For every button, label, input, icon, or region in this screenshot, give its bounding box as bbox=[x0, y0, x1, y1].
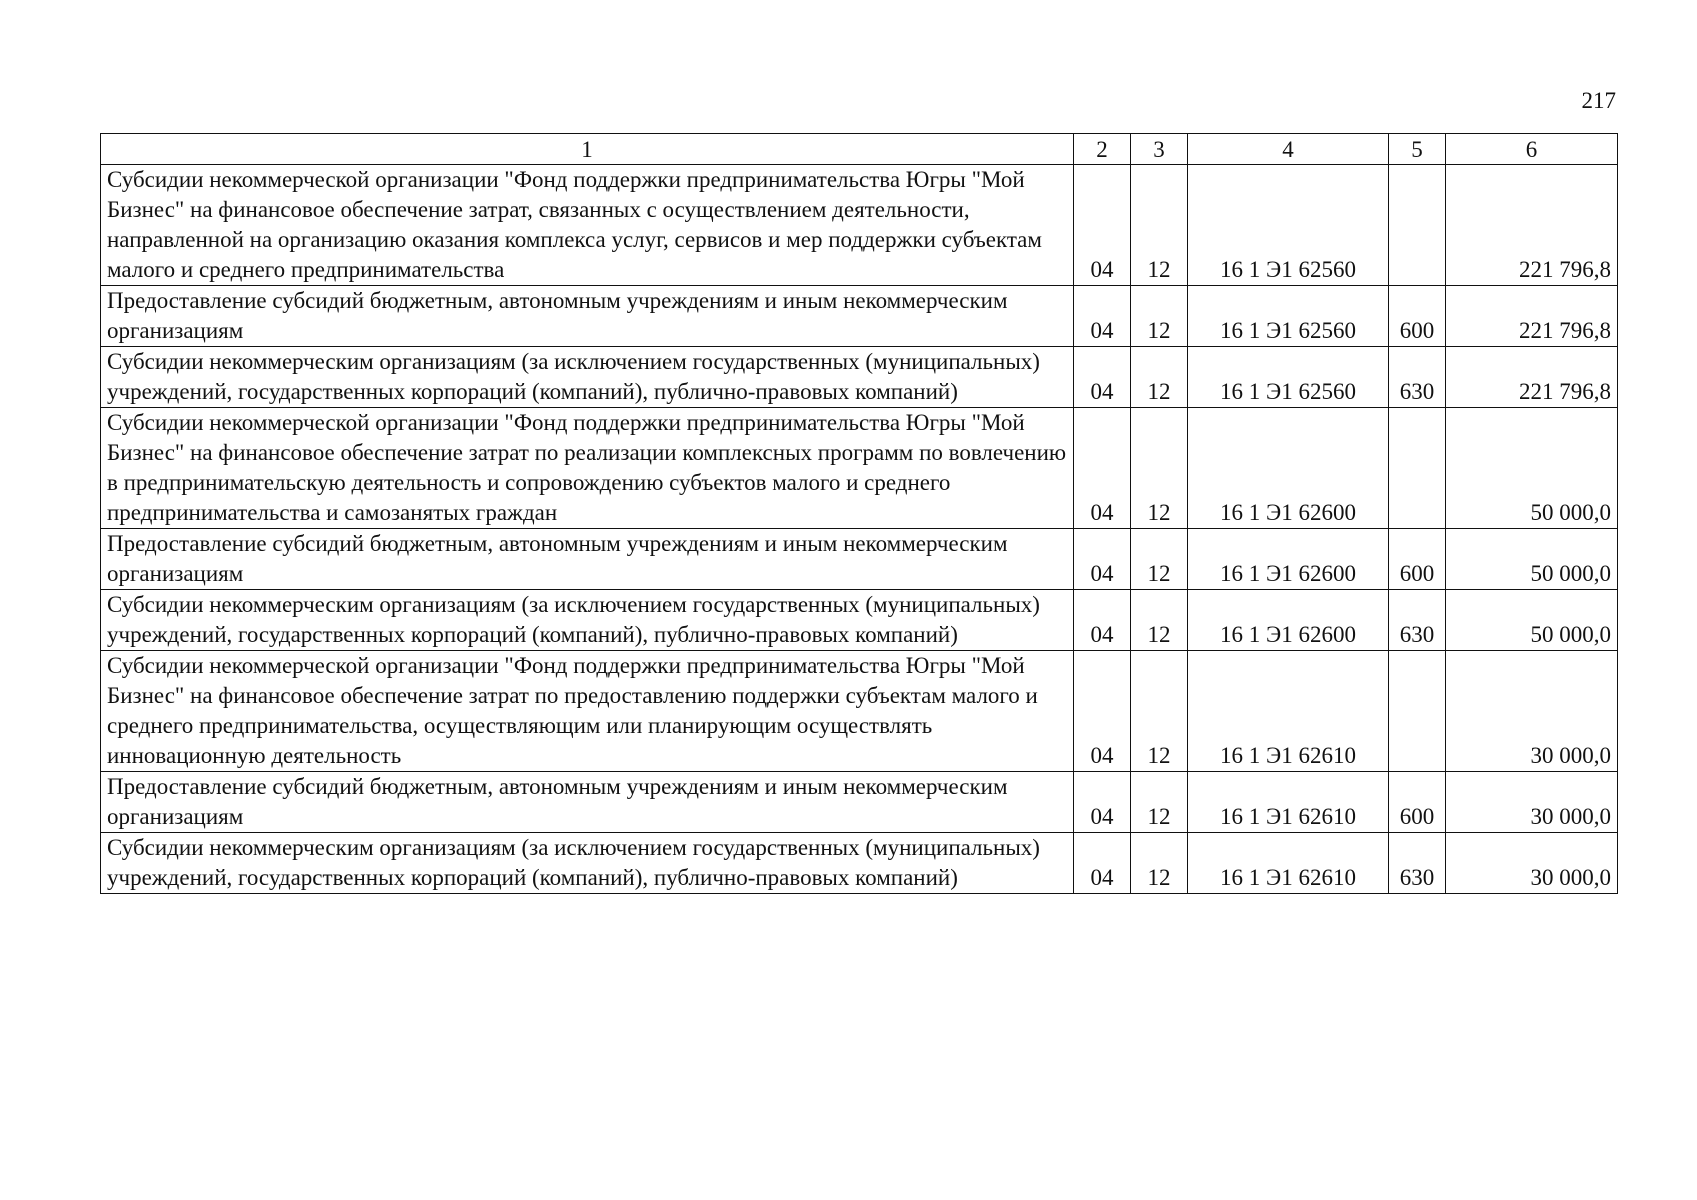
cell-type: 600 bbox=[1389, 529, 1446, 590]
cell-name: Предоставление субсидий бюджетным, автономным учреждениям и иным некоммерческим организациям bbox=[101, 772, 1074, 833]
cell-subsection: 12 bbox=[1131, 651, 1188, 772]
table-row bbox=[101, 347, 1618, 408]
cell-section: 04 bbox=[1074, 529, 1131, 590]
cell-amount: 221 796,8 bbox=[1446, 165, 1618, 286]
cell-amount: 30 000,0 bbox=[1446, 833, 1618, 894]
cell-name: Субсидии некоммерческой организации "Фонд поддержки предпринимательства Югры "Мой Бизнес" на финансовое обеспечение затрат, связанных с осуществлением деятельности, направленной на организацию оказания комплекса услуг, сервисов и мер поддержки субъектам малого и среднего предпринимательства bbox=[101, 165, 1074, 286]
budget-table bbox=[100, 133, 1618, 894]
cell-target: 16 1 Э1 62560 bbox=[1188, 347, 1389, 408]
column-header-type: 5 bbox=[1389, 134, 1446, 165]
column-header-section: 2 bbox=[1074, 134, 1131, 165]
cell-type bbox=[1389, 408, 1446, 529]
column-header-target: 4 bbox=[1188, 134, 1389, 165]
cell-target: 16 1 Э1 62610 bbox=[1188, 772, 1389, 833]
cell-name: Субсидии некоммерческой организации "Фонд поддержки предпринимательства Югры "Мой Бизнес" на финансовое обеспечение затрат по предоставлению поддержки субъектам малого и среднего предпринимательства, осуществляющим или планирующим осуществлять инновационную деятельность bbox=[101, 651, 1074, 772]
cell-subsection: 12 bbox=[1131, 772, 1188, 833]
cell-section: 04 bbox=[1074, 590, 1131, 651]
cell-name: Предоставление субсидий бюджетным, автономным учреждениям и иным некоммерческим организациям bbox=[101, 286, 1074, 347]
cell-name: Субсидии некоммерческим организациям (за исключением государственных (муниципальных) учреждений, государственных корпораций (компаний), публично-правовых компаний) bbox=[101, 590, 1074, 651]
cell-section: 04 bbox=[1074, 651, 1131, 772]
table-row bbox=[101, 772, 1618, 833]
table-header-row bbox=[101, 134, 1618, 165]
cell-amount: 30 000,0 bbox=[1446, 772, 1618, 833]
cell-target: 16 1 Э1 62610 bbox=[1188, 833, 1389, 894]
cell-subsection: 12 bbox=[1131, 347, 1188, 408]
cell-target: 16 1 Э1 62600 bbox=[1188, 529, 1389, 590]
cell-target: 16 1 Э1 62600 bbox=[1188, 590, 1389, 651]
page-number: 217 bbox=[1581, 88, 1616, 113]
table-row bbox=[101, 408, 1618, 529]
cell-subsection: 12 bbox=[1131, 165, 1188, 286]
cell-subsection: 12 bbox=[1131, 833, 1188, 894]
table-row bbox=[101, 286, 1618, 347]
cell-target: 16 1 Э1 62560 bbox=[1188, 165, 1389, 286]
table-row bbox=[101, 165, 1618, 286]
cell-section: 04 bbox=[1074, 165, 1131, 286]
cell-amount: 50 000,0 bbox=[1446, 408, 1618, 529]
cell-type: 630 bbox=[1389, 590, 1446, 651]
cell-type: 630 bbox=[1389, 833, 1446, 894]
cell-amount: 221 796,8 bbox=[1446, 286, 1618, 347]
cell-type: 600 bbox=[1389, 772, 1446, 833]
cell-subsection: 12 bbox=[1131, 408, 1188, 529]
cell-section: 04 bbox=[1074, 408, 1131, 529]
cell-name: Предоставление субсидий бюджетным, автономным учреждениям и иным некоммерческим организациям bbox=[101, 529, 1074, 590]
cell-target: 16 1 Э1 62600 bbox=[1188, 408, 1389, 529]
cell-target: 16 1 Э1 62610 bbox=[1188, 651, 1389, 772]
cell-target: 16 1 Э1 62560 bbox=[1188, 286, 1389, 347]
table-row bbox=[101, 529, 1618, 590]
cell-type: 630 bbox=[1389, 347, 1446, 408]
cell-type: 600 bbox=[1389, 286, 1446, 347]
cell-type bbox=[1389, 165, 1446, 286]
cell-subsection: 12 bbox=[1131, 286, 1188, 347]
table-row bbox=[101, 833, 1618, 894]
cell-name: Субсидии некоммерческой организации "Фонд поддержки предпринимательства Югры "Мой Бизнес" на финансовое обеспечение затрат по реализации комплексных программ по вовлечению в предпринимательскую деятельность и сопровождению субъектов малого и среднего предпринимательства и самозанятых граждан bbox=[101, 408, 1074, 529]
column-header-name: 1 bbox=[101, 134, 1074, 165]
cell-amount: 50 000,0 bbox=[1446, 590, 1618, 651]
cell-section: 04 bbox=[1074, 347, 1131, 408]
cell-name: Субсидии некоммерческим организациям (за исключением государственных (муниципальных) учреждений, государственных корпораций (компаний), публично-правовых компаний) bbox=[101, 833, 1074, 894]
cell-section: 04 bbox=[1074, 833, 1131, 894]
column-header-amount: 6 bbox=[1446, 134, 1618, 165]
cell-name: Субсидии некоммерческим организациям (за исключением государственных (муниципальных) учреждений, государственных корпораций (компаний), публично-правовых компаний) bbox=[101, 347, 1074, 408]
cell-subsection: 12 bbox=[1131, 529, 1188, 590]
cell-section: 04 bbox=[1074, 286, 1131, 347]
cell-type bbox=[1389, 651, 1446, 772]
cell-amount: 221 796,8 bbox=[1446, 347, 1618, 408]
table-row bbox=[101, 590, 1618, 651]
cell-amount: 30 000,0 bbox=[1446, 651, 1618, 772]
cell-amount: 50 000,0 bbox=[1446, 529, 1618, 590]
cell-subsection: 12 bbox=[1131, 590, 1188, 651]
column-header-subsection: 3 bbox=[1131, 134, 1188, 165]
cell-section: 04 bbox=[1074, 772, 1131, 833]
table-row bbox=[101, 651, 1618, 772]
